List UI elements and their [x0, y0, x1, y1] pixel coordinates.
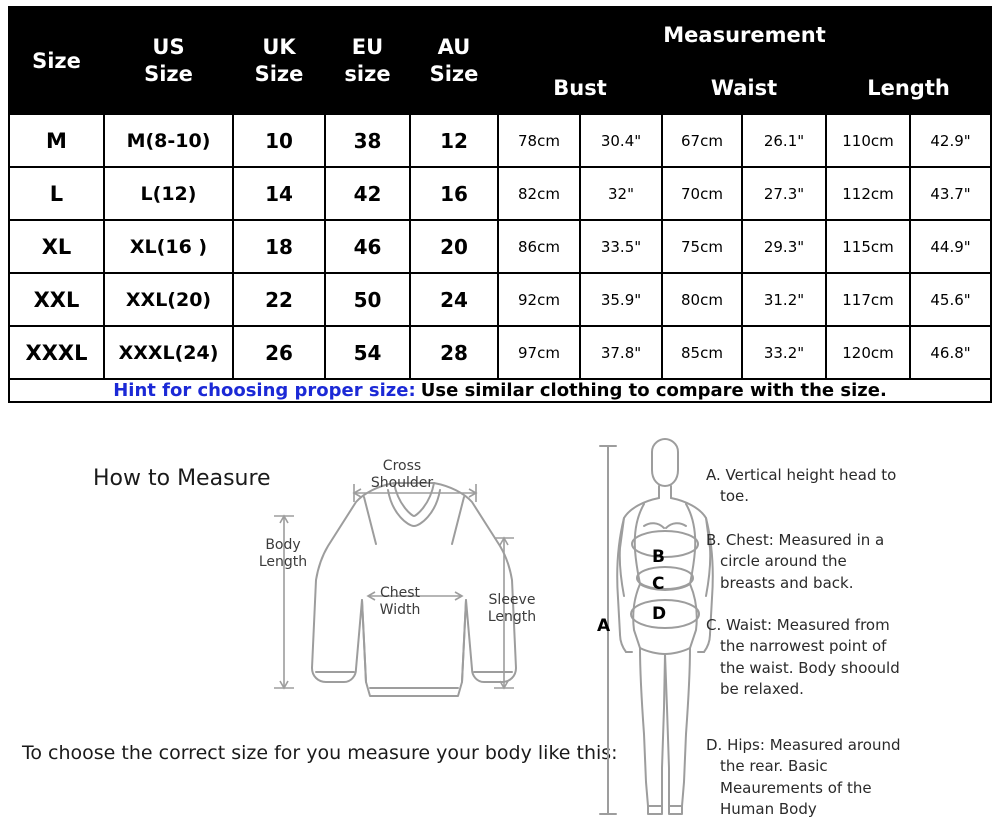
cell-waist-in: 31.2" [742, 273, 826, 326]
cell-eu: 46 [325, 220, 410, 273]
header-length: Length [826, 62, 991, 114]
cell-size: L [9, 167, 104, 220]
cell-bust-cm: 82cm [498, 167, 580, 220]
cell-size: M [9, 114, 104, 167]
cell-length-cm: 117cm [826, 273, 910, 326]
cell-length-in: 43.7" [910, 167, 991, 220]
cell-au: 20 [410, 220, 498, 273]
cell-bust-cm: 97cm [498, 326, 580, 379]
label-body-length: Body Length [258, 537, 308, 570]
header-uk-line1: UK [262, 35, 296, 60]
cell-waist-cm: 70cm [662, 167, 742, 220]
table-row [9, 326, 991, 379]
description-b: B. Chest: Measured in a circle around the breasts and back. [706, 531, 885, 592]
cell-length-in: 46.8" [910, 326, 991, 379]
cell-waist-in: 33.2" [742, 326, 826, 379]
description-d: D. Hips: Measured around the rear. Basic Meaurements of the Human Body [706, 736, 901, 818]
cell-bust-cm: 78cm [498, 114, 580, 167]
table-row [9, 220, 991, 273]
header-uk-line2: Size [254, 61, 304, 86]
header-eu [325, 7, 410, 114]
cell-au: 16 [410, 167, 498, 220]
table-header-row-top [9, 7, 991, 62]
table-row [9, 114, 991, 167]
cell-length-in: 42.9" [910, 114, 991, 167]
cell-waist-cm: 67cm [662, 114, 742, 167]
cell-size: XL [9, 220, 104, 273]
hint-row [9, 379, 991, 402]
cell-length-cm: 120cm [826, 326, 910, 379]
cell-eu: 38 [325, 114, 410, 167]
header-au-line1: AU [437, 35, 471, 60]
measure-instruction-note: To choose the correct size for you measure your body like this: [22, 742, 618, 764]
cell-uk: 22 [233, 273, 325, 326]
hint-label: Hint for choosing proper size: [113, 380, 416, 401]
cell-bust-in: 37.8" [580, 326, 662, 379]
cell-size: XXL [9, 273, 104, 326]
cell-bust-in: 30.4" [580, 114, 662, 167]
cell-eu: 50 [325, 273, 410, 326]
body-letter-d: D [652, 604, 667, 624]
body-letter-b: B [652, 547, 665, 567]
cell-size: XXXL [9, 326, 104, 379]
cell-eu: 42 [325, 167, 410, 220]
size-chart-table [8, 6, 992, 403]
table-row [9, 273, 991, 326]
header-eu-line2: size [344, 61, 391, 86]
header-us-line2: Size [144, 61, 193, 86]
size-chart-table-wrapper [8, 6, 992, 403]
body-letter-a: A [597, 616, 611, 636]
cell-uk: 14 [233, 167, 325, 220]
cell-bust-in: 32" [580, 167, 662, 220]
header-waist: Waist [662, 62, 826, 114]
header-measurement: Measurement [498, 7, 991, 62]
cell-au: 12 [410, 114, 498, 167]
cell-length-cm: 110cm [826, 114, 910, 167]
header-au-line2: Size [429, 61, 479, 86]
hint-cell [9, 379, 991, 402]
header-us-line1: US [152, 35, 185, 60]
cell-bust-cm: 86cm [498, 220, 580, 273]
cell-length-in: 45.6" [910, 273, 991, 326]
cell-length-cm: 115cm [826, 220, 910, 273]
label-chest-width: Chest Width [379, 585, 421, 618]
cell-waist-in: 26.1" [742, 114, 826, 167]
hint-text: Use similar clothing to compare with the size. [420, 380, 887, 401]
cell-us: XL(16 ) [104, 220, 233, 273]
cell-waist-cm: 85cm [662, 326, 742, 379]
label-sleeve-length: Sleeve Length [487, 592, 537, 625]
cell-waist-in: 29.3" [742, 220, 826, 273]
cell-uk: 18 [233, 220, 325, 273]
cell-length-cm: 112cm [826, 167, 910, 220]
how-to-measure-title: How to Measure [93, 466, 271, 491]
header-size: Size [9, 7, 104, 114]
cell-waist-cm: 80cm [662, 273, 742, 326]
cell-us: L(12) [104, 167, 233, 220]
body-letter-c: C [652, 574, 665, 594]
how-to-measure-section [0, 430, 1000, 829]
header-us [104, 7, 233, 114]
cell-waist-cm: 75cm [662, 220, 742, 273]
description-c: C. Waist: Measured from the narrowest point of the waist. Body shoould be relaxed. [706, 616, 900, 698]
cell-us: XXL(20) [104, 273, 233, 326]
header-eu-line1: EU [351, 35, 384, 60]
header-bust: Bust [498, 62, 662, 114]
label-cross-shoulder: Cross Shoulder [370, 458, 434, 491]
cell-au: 28 [410, 326, 498, 379]
description-a: A. Vertical height head to toe. [706, 466, 897, 506]
cell-bust-cm: 92cm [498, 273, 580, 326]
cell-length-in: 44.9" [910, 220, 991, 273]
cell-uk: 26 [233, 326, 325, 379]
cell-waist-in: 27.3" [742, 167, 826, 220]
cell-au: 24 [410, 273, 498, 326]
header-uk [233, 7, 325, 114]
cell-us: XXXL(24) [104, 326, 233, 379]
table-row [9, 167, 991, 220]
cell-uk: 10 [233, 114, 325, 167]
cell-us: M(8-10) [104, 114, 233, 167]
cell-eu: 54 [325, 326, 410, 379]
cell-bust-in: 33.5" [580, 220, 662, 273]
cell-bust-in: 35.9" [580, 273, 662, 326]
header-au [410, 7, 498, 114]
